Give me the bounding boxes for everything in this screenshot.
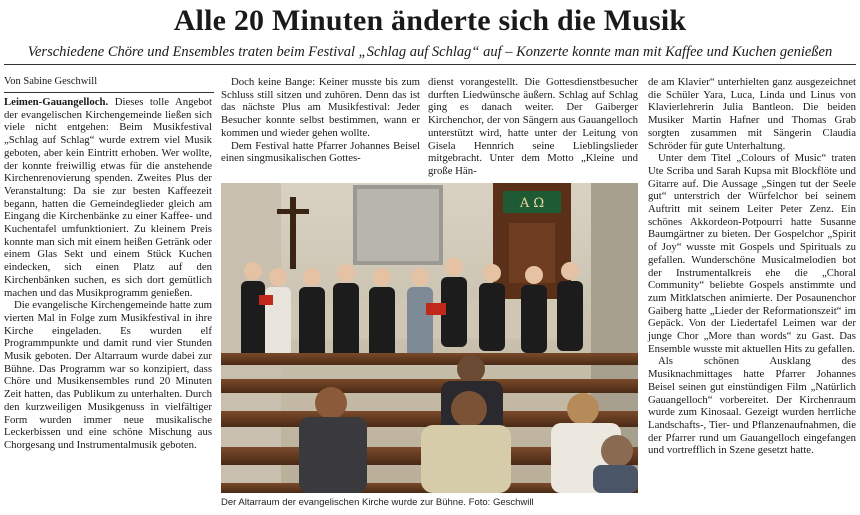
paragraph-3: Doch keine Bange: Keiner musste bis zum Schluss still sitzen und zuhören. Denn das ist das nächste Plus am Musikfestival: Jeder Besucher konnte selbst bestimmen, wann er kommen und wieder gehen wollte. — [221, 76, 420, 139]
dateline: Leimen-Gauangelloch. — [4, 96, 109, 108]
paragraph-1 — [4, 96, 212, 299]
column-1 — [4, 96, 212, 452]
column-3 — [428, 76, 638, 178]
byline: Von Sabine Geschwill — [4, 76, 98, 87]
subheadline: Verschiedene Chöre und Ensembles traten beim Festival „Schlag auf Schlag“ auf – Konzerte konnte man mit Kaffee und Kuchen genießen — [27, 44, 833, 60]
paragraph-6: de am Klavier“ unterhielten ganz ausgezeichnet die Schüler Yara, Luca, Linda und Linus von Klavierlehrerin Julia Bantleon. Die beiden Musiker Martin Hafner und Thomas Grab sorgten zusammen mit Sängerin Claudia Schröder für gute Unterhaltung. — [648, 76, 856, 152]
paragraph-5: dienst vorangestellt. Die Gottesdienstbesucher durften Liedwünsche äußern. Schlag auf Schlag ging es danach weiter. Der Gaiberger Kirchenchor, der von Sängern aus Gauangelloch unterstützt wird, hatte unter der Leitung von Gisela Hennrich seine Lieblingslieder mitgebracht. Unter dem Motto „Kleine und große Hän- — [428, 76, 638, 177]
top-rule — [4, 64, 856, 65]
church-photo-illustration — [221, 183, 638, 493]
column-2 — [221, 76, 420, 165]
paragraph-7: Unter dem Titel „Colours of Music“ traten Ute Scriba und Sarah Kupsa mit Blockflöte und Gitarre auf. Die Aussage „Singen tut der Seele gut“ unterstrich der Würfelchor bei seinem Auftritt mit seinem Leiter Peter Zenz. Ein schönes Akkordeon-Potpourri hatte Susanne Baumgärtner zu bieten. Der Gospelchor „Spirit of Joy“ wusste mit Gospels und Spirituals zu gefallen. Wunderschöne Musicalmelodien bot der Instrumentalkreis ehe die „Choral Community“ beliebte Gospels anstimmte und zum Mitklatschen animierte. Der Posaunenchor Gaiberg hatte „Lieder der Reformationszeit“ im Gepäck. Von der Liedertafel Leimen war der junge Chor „More than words“ zu Gast. Das Ensemble wusste mit aktuellen Hits zu gefallen. — [648, 152, 856, 355]
paragraph-8: Als schönen Ausklang des Musiknachmittages hatte Pfarrer Johannes Beisel seinen gut einstündigen Film „Natürlich Gauangelloch“ vorbereitet. Der Kirchenraum wurde zum Kinosaal. Gezeigt wurden herrliche Landschafts-, Tier- und Pflanzenaufnahmen, die der Pfarrer rund um Gauangelloch eingefangen und vortrefflich in Szene gesetzt hatte. — [648, 355, 856, 457]
column-4 — [648, 76, 856, 457]
paragraph-4: Dem Festival hatte Pfarrer Johannes Beisel einen singmusikalischen Gottes- — [221, 139, 420, 165]
church-photo — [221, 183, 638, 493]
paragraph-1-text: Dieses tolle Angebot der evangelischen Kirchengemeinde ließen sich viele nicht entgehen: Beim Musikfestival „Schlag auf Schlag“ wurde extrem viel Musik geboten, aber kein Eintritt erhoben. Wer wollte, der konnte freiwillig etwas für die anstehende Kirchenrenovierung spenden. Zweites Plus der Veranstaltung: Da sie zur besten Kaffeezeit begann, hatten die Gemeindeglieder gleich am Eingang die Kirchenbänke zu einer Kaffee- und Kuchentafel umfunktioniert. Zu kleinem Preis konnte man sich mit einem heißen Getränk oder einem Glas Sekt und einem Stück Kuchen eindecken, sich einen Platz auf den Kirchenbänken suchen, es sich dort gemütlich machen und das Musikprogramm genießen. — [4, 96, 212, 299]
byline-rule — [4, 92, 214, 93]
headline: Alle 20 Minuten änderte sich die Musik — [173, 4, 687, 37]
paragraph-2: Die evangelische Kirchengemeinde hatte zum vierten Mal in Folge zum Musikfestival in ihre Kirche eingeladen. Es wurden elf Programmpunkte und damit rund vier Stunden Musik geboten. Der Altarraum wurde dabei zur Bühne. Das Programm war so konzipiert, dass Chöre und Musikensembles rund 20 Minuten Zeit hatten, das Publikum zu unterhalten. Durch den kurzweiligen Musikgenuss in vielfältiger Form wurden immer neue musikalische Leckerbissen und eine schöne Mischung aus Chorgesang und Instrumentalmusik geboten. — [4, 299, 212, 451]
photo-caption: Der Altarraum der evangelischen Kirche wurde zur Bühne. Foto: Geschwill — [221, 497, 534, 508]
pulpit-symbol: A Ω — [519, 196, 545, 211]
